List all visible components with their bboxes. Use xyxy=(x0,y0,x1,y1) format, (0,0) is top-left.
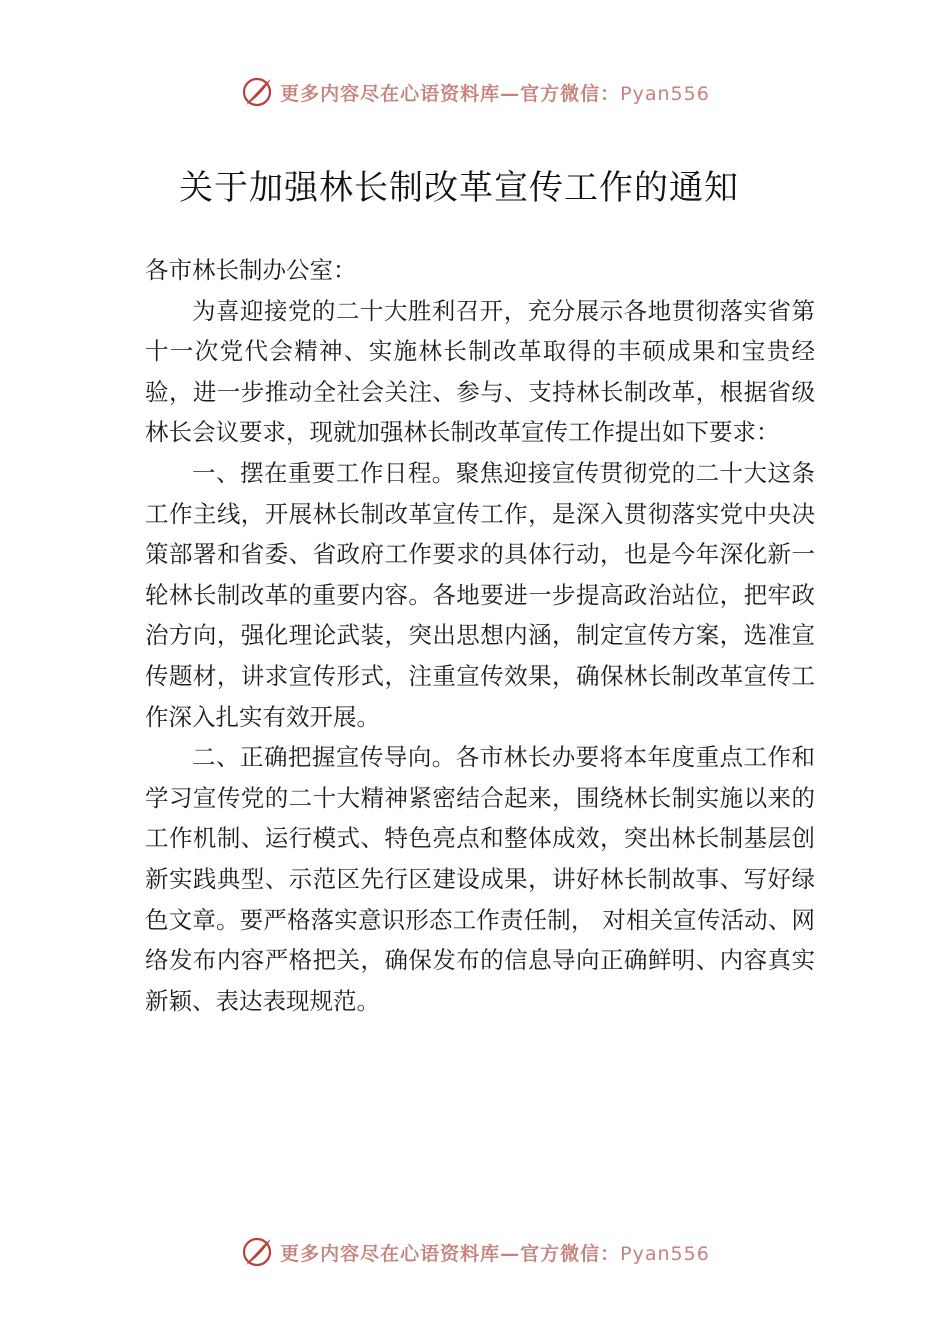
wechat-id: Pyan556 xyxy=(620,82,710,105)
paragraph-point-one: 一、摆在重要工作日程。聚焦迎接宣传贯彻党的二十大这条工作主线，开展林长制改革宣传工作，是深入贯彻落实党中央决策部署和省委、省政府工作要求的具体行动，也是今年深化新一轮林长制改革的重要内容。各地要进一步提高政治站位，把牢政治方向，强化理论武装，突出思想内涵，制定宣传方案，选准宣传题材，讲求宣传形式，注重宣传效果，确保林长制改革宣传工作深入扎实有效开展。 xyxy=(145,458,815,731)
salutation: 各市林长制办公室： xyxy=(145,256,357,284)
feather-quill-logo-icon xyxy=(240,75,274,109)
header-banner xyxy=(0,70,950,114)
paragraph-point-two: 二、正确把握宣传导向。各市林长办要将本年度重点工作和学习宣传党的二十大精神紧密结合起来，围绕林长制实施以来的工作机制、运行模式、特色亮点和整体成效，突出林长制基层创新实践典型、示范区先行区建设成果，讲好林长制故事、写好绿色文章。要严格落实意识形态工作责任制， 对相关宣传活动、网络发布内容严格把关，确保发布的信息导向正确鲜明、内容真实新颖、表达表现规范。 xyxy=(145,743,815,1015)
feather-quill-logo-icon xyxy=(240,1235,274,1269)
footer-banner xyxy=(0,1230,950,1274)
banner-text: 更多内容尽在心语资料库—官方微信：Pyan556 xyxy=(280,1242,710,1265)
paragraph-intro: 为喜迎接党的二十大胜利召开，充分展示各地贯彻落实省第十一次党代会精神、实施林长制改革取得的丰硕成果和宝贵经验，进一步推动全社会关注、参与、支持林长制改革，根据省级林长会议要求，现就加强林长制改革宣传工作提出如下要求： xyxy=(145,296,815,447)
banner-text: 更多内容尽在心语资料库—官方微信：Pyan556 xyxy=(280,82,710,105)
wechat-id: Pyan556 xyxy=(620,1242,710,1265)
document-title: 关于加强林长制改革宣传工作的通知 xyxy=(179,168,739,208)
document-body xyxy=(145,250,815,1021)
